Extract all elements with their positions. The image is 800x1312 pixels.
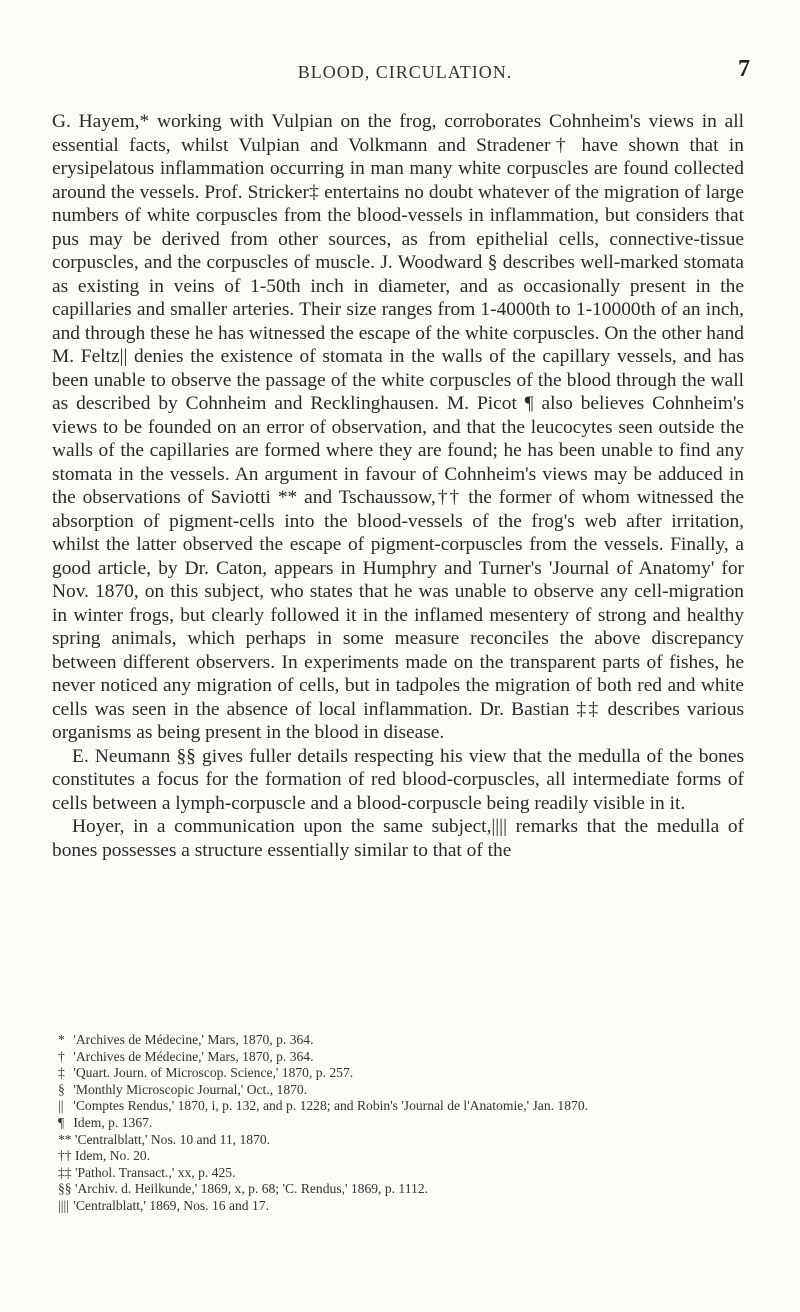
footnote-text: 'Archives de Médecine,' Mars, 1870, p. 364. [73, 1048, 314, 1064]
footnote [58, 1065, 748, 1082]
footnote-mark: †† [58, 1148, 72, 1164]
footnote [58, 1198, 748, 1215]
footnote-mark: || [58, 1098, 64, 1114]
footnote [58, 1098, 748, 1115]
footnote-mark: |||| [58, 1197, 69, 1213]
footnote [58, 1115, 748, 1132]
page-number: 7 [738, 56, 750, 82]
footnote [58, 1181, 748, 1198]
footnote-mark: ‡‡ [58, 1164, 72, 1180]
paragraph-3: Hoyer, in a communication upon the same subject,|||| remarks that the medulla of bones possesses a structure essentially similar to that of the [52, 816, 744, 861]
running-title: BLOOD, CIRCULATION. [297, 62, 513, 82]
paragraph-1: G. Hayem,* working with Vulpian on the frog, corroborates Cohnheim's views in all essential facts, whilst Vulpian and Volkmann and Stradener† have shown that in erysipelatous inflammation occurring in man many white corpuscles are found collected around the vessels. Prof. Stricker‡ entertains no doubt whatever of the migration of large numbers of white corpuscles from the blood-vessels in inflammation, but considers that pus may be derived from other sources, as from epithelial cells, connective-tissue corpuscles, and the corpuscles of muscle. J. Woodward § describes well-marked stomata as existing in veins of 1-50th inch in diameter, and as occasionally present in the capillaries and smaller arteries. Their size ranges from 1-4000th to 1-10000th of an inch, and through these he has witnessed the escape of the white corpuscles. On the other hand M. Feltz|| denies the existence of stomata in the walls of the capillary vessels, and has been unable to observe the passage of the white corpuscles of the blood through the wall as described by Cohnheim and Recklinghausen. M. Picot ¶ also believes Cohnheim's views to be founded on an error of observation, and that the leucocytes seen outside the walls of the capillaries are formed where they are found; he has been unable to find any stomata in the vessels. An argument in favour of Cohnheim's views may be adduced in the observations of Saviotti ** and Tschaussow,†† the former of whom witnessed the absorption of pigment-cells into the blood-vessels of the frog's web after irritation, whilst the latter observed the escape of pigment-corpuscles from the vessels. Finally, a good article, by Dr. Caton, appears in Humphry and Turner's 'Journal of Anatomy' for Nov. 1870, on this subject, who states that he was unable to observe any cell-migration in winter frogs, but clearly followed it in the inflamed mesentery of strong and healthy spring animals, which perhaps in some measure reconciles the above discrepancy between different observers. In experiments made on the transparent parts of fishes, he never noticed any migration of cells, but in tadpoles the migration of both red and white cells was seen in the absence of local inflammation. Dr. Bastian ‡‡ describes various organisms as being present in the blood in disease. [52, 111, 744, 743]
footnote [58, 1049, 748, 1066]
footnote-text: 'Archiv. d. Heilkunde,' 1869, x, p. 68; 'C. Rendus,' 1869, p. 1112. [75, 1181, 429, 1197]
footnote-text: 'Archives de Médecine,' Mars, 1870, p. 364. [73, 1032, 314, 1047]
footnote-text: 'Comptes Rendus,' 1870, i, p. 132, and p. 1228; and Robin's 'Journal de l'Anatomie,' Jan. 1870. [73, 1098, 589, 1114]
footnote [58, 1165, 748, 1182]
footnote-mark: * [58, 1032, 65, 1047]
running-header [60, 56, 750, 90]
footnote [58, 1148, 748, 1165]
paragraph-2: E. Neumann §§ gives fuller details respecting his view that the medulla of the bones constitutes a focus for the formation of red blood-corpuscles, all intermediate forms of cells between a lymph-corpuscle and a blood-corpuscle being readily visible in it. [52, 745, 744, 814]
footnote-text: 'Monthly Microscopic Journal,' Oct., 1870. [73, 1081, 308, 1097]
footnote-mark: ** [58, 1131, 72, 1147]
footnote-text: Idem, p. 1367. [73, 1114, 153, 1130]
footnote-mark: † [58, 1048, 65, 1064]
footnote-mark: ‡ [58, 1065, 65, 1081]
footnote-mark: § [58, 1081, 65, 1097]
footnote [58, 1132, 748, 1149]
footnote-text: 'Quart. Journ. of Microscop. Science,' 1870, p. 257. [73, 1065, 354, 1081]
footnote-text: 'Centralblatt,' Nos. 10 and 11, 1870. [75, 1131, 271, 1147]
footnote-text: Idem, No. 20. [75, 1148, 151, 1164]
footnote-text: 'Pathol. Transact.,' xx, p. 425. [75, 1164, 236, 1180]
footnote [58, 1082, 748, 1099]
footnote-mark: §§ [58, 1181, 72, 1197]
footnote-mark: ¶ [58, 1114, 65, 1130]
body-text [52, 110, 744, 862]
footnote-text: 'Centralblatt,' 1869, Nos. 16 and 17. [73, 1197, 269, 1213]
footnotes [58, 1032, 748, 1215]
footnote [58, 1032, 748, 1049]
